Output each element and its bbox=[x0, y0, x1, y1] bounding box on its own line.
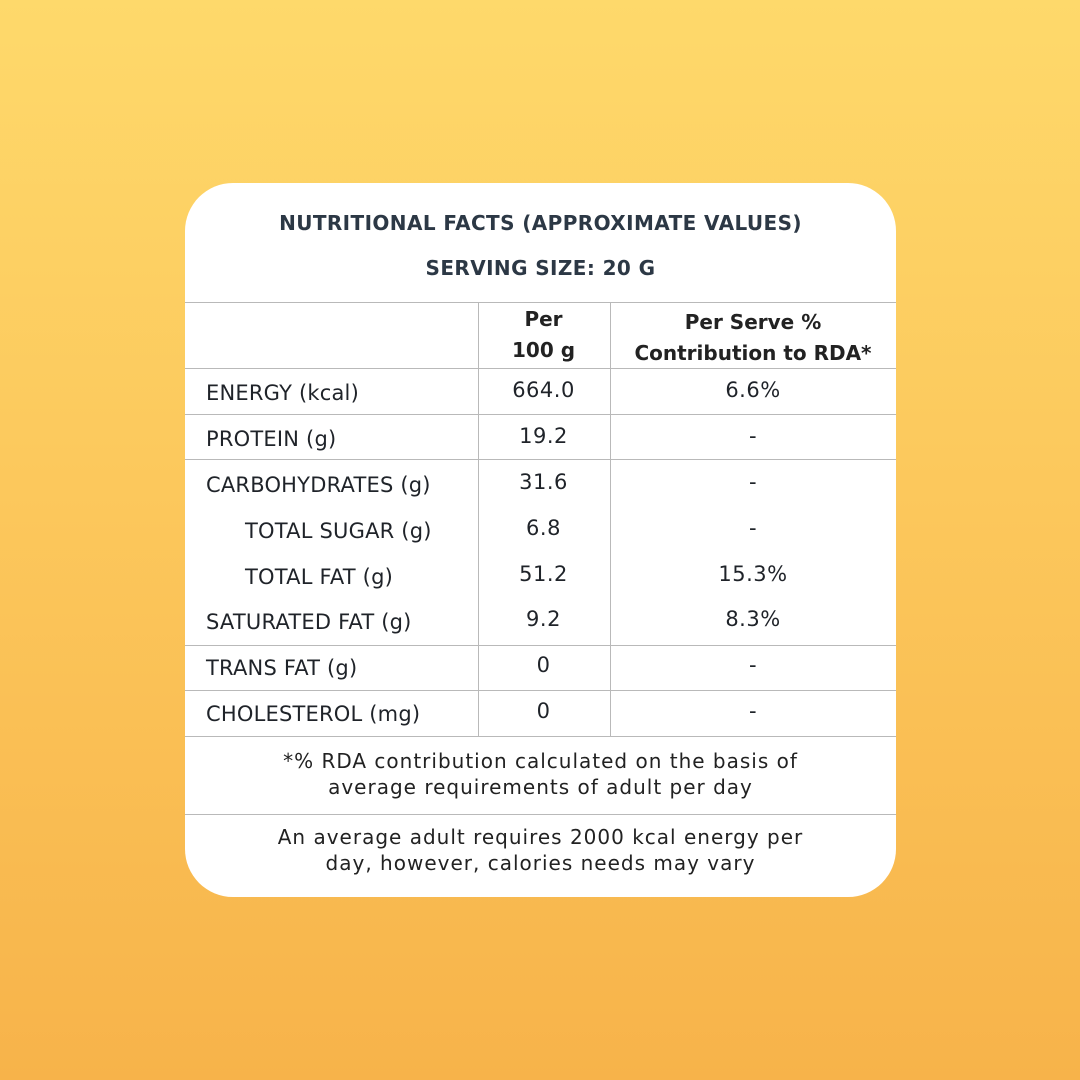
header-per-100g bbox=[478, 304, 609, 366]
row-label-energy: ENERGY (kcal) bbox=[206, 381, 359, 405]
row-rda-carbohydrates: - bbox=[748, 470, 758, 494]
row-label-carbohydrates: CARBOHYDRATES (g) bbox=[206, 473, 431, 497]
rda-footnote-line1: *% RDA contribution calculated on the basis of bbox=[283, 749, 798, 773]
row-value-energy: 664.0 bbox=[512, 378, 575, 402]
serving-size: SERVING SIZE: 20 G bbox=[425, 256, 656, 280]
row-label-saturated-fat: SATURATED FAT (g) bbox=[206, 610, 412, 634]
header-per-serve-line1: Per Serve % bbox=[684, 310, 822, 334]
row-label-trans-fat: TRANS FAT (g) bbox=[206, 656, 358, 680]
notes-divider bbox=[185, 814, 896, 815]
row-divider bbox=[185, 690, 896, 691]
table-top-border bbox=[185, 302, 896, 303]
rda-footnote-line2: average requirements of adult per day bbox=[328, 775, 753, 799]
row-rda-saturated-fat: 8.3% bbox=[725, 607, 781, 631]
row-label-total-sugar: TOTAL SUGAR (g) bbox=[245, 519, 432, 543]
row-value-protein: 19.2 bbox=[519, 424, 568, 448]
row-rda-cholesterol: - bbox=[748, 699, 758, 723]
row-divider bbox=[185, 459, 896, 460]
header-per-serve-line2: Contribution to RDA* bbox=[634, 341, 872, 365]
table-bottom-border bbox=[185, 736, 896, 737]
header-per-100g-line1: Per bbox=[524, 307, 563, 331]
row-value-saturated-fat: 9.2 bbox=[526, 607, 561, 631]
row-divider bbox=[185, 645, 896, 646]
row-value-total-fat: 51.2 bbox=[519, 562, 568, 586]
row-value-trans-fat: 0 bbox=[536, 653, 551, 677]
row-rda-protein: - bbox=[748, 424, 758, 448]
row-value-total-sugar: 6.8 bbox=[526, 516, 561, 540]
energy-footnote bbox=[185, 824, 896, 876]
row-divider bbox=[185, 414, 896, 415]
row-label-protein: PROTEIN (g) bbox=[206, 427, 337, 451]
row-value-cholesterol: 0 bbox=[536, 699, 551, 723]
nutrition-facts-card bbox=[185, 183, 896, 897]
row-rda-total-fat: 15.3% bbox=[718, 562, 788, 586]
rda-footnote bbox=[185, 748, 896, 800]
row-value-carbohydrates: 31.6 bbox=[519, 470, 568, 494]
header-per-100g-line2: 100 g bbox=[511, 338, 576, 362]
row-rda-total-sugar: - bbox=[748, 516, 758, 540]
row-label-cholesterol: CHOLESTEROL (mg) bbox=[206, 702, 421, 726]
row-label-total-fat: TOTAL FAT (g) bbox=[245, 565, 394, 589]
energy-footnote-line1: An average adult requires 2000 kcal energy per bbox=[277, 825, 804, 849]
row-rda-energy: 6.6% bbox=[725, 378, 781, 402]
row-rda-trans-fat: - bbox=[748, 653, 758, 677]
card-title: NUTRITIONAL FACTS (APPROXIMATE VALUES) bbox=[279, 211, 802, 235]
energy-footnote-line2: day, however, calories needs may vary bbox=[325, 851, 756, 875]
header-per-serve-rda bbox=[610, 307, 896, 369]
